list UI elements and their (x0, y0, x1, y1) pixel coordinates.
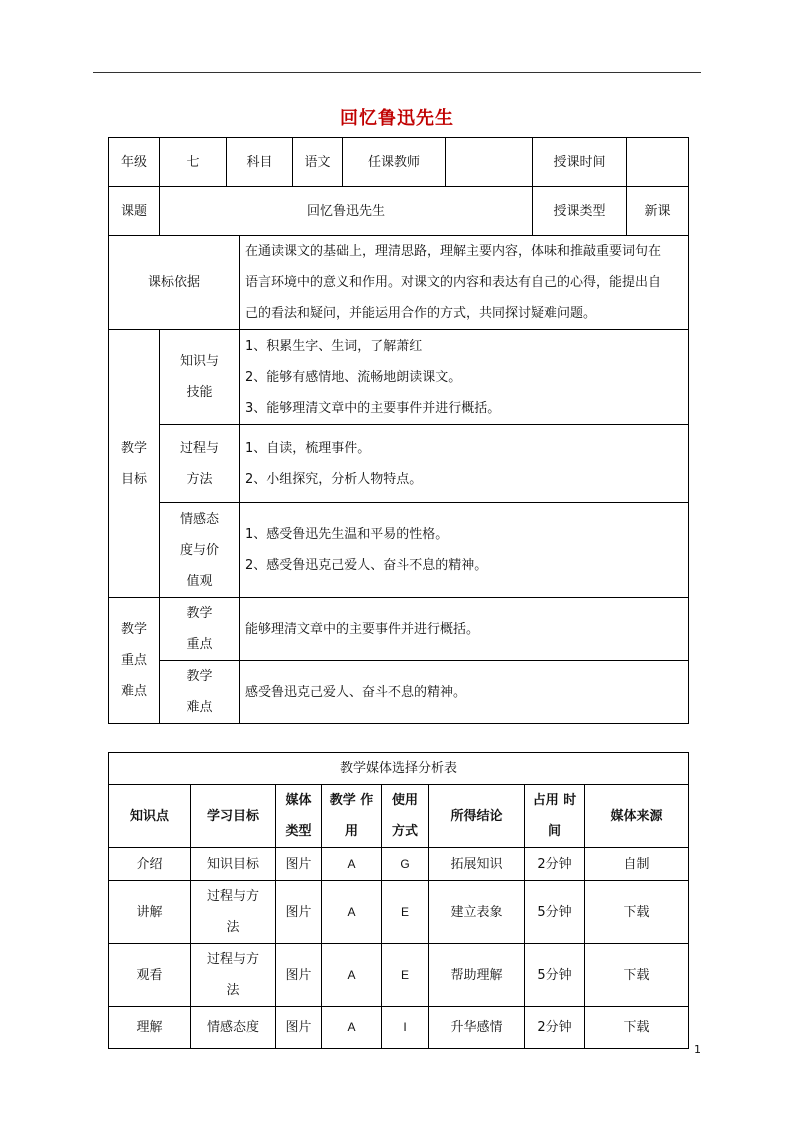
goal-item: 1、积累生字、生词，了解萧红 (245, 338, 423, 354)
cell-role: A (322, 848, 382, 881)
header-time (525, 785, 585, 848)
cell-type: 图片 (276, 1007, 322, 1049)
page-number: 1 (694, 1043, 701, 1056)
header-usage-line: 方式 (391, 824, 418, 839)
cell-conclusion: 拓展知识 (429, 848, 525, 881)
cell-source: 下载 (585, 1007, 689, 1049)
focus-label-line: 教学 (186, 606, 213, 621)
focus-label-line: 重点 (186, 637, 213, 652)
media-analysis-table (108, 752, 689, 1049)
cell-goal (191, 944, 276, 1007)
header-role-line: 教学 作 (329, 793, 374, 808)
teacher-value (446, 138, 533, 187)
difficulty-label-line: 难点 (186, 700, 213, 715)
emotion-label (160, 503, 240, 598)
goal-item: 3、能够理清文章中的主要事件并进行概括。 (245, 400, 501, 416)
header-time-line: 占用 时 (532, 793, 577, 808)
header-conclusion: 所得结论 (429, 785, 525, 848)
standard-line: 在通读课文的基础上，理清思路，理解主要内容，体味和推敲重要词句在 (245, 244, 662, 259)
cell-goal-line: 过程与方 (206, 952, 259, 967)
knowledge-label-line: 知识与 (179, 354, 219, 369)
header-type-line: 类型 (285, 824, 312, 839)
header-time-line: 间 (547, 824, 561, 839)
emotion-label-line: 值观 (186, 573, 213, 589)
cell-source: 下载 (585, 944, 689, 1007)
goals-label-line: 教学 (120, 440, 147, 456)
standard-line: 己的看法和疑问，并能运用合作的方式，共同探讨疑难问题。 (245, 306, 597, 321)
time-label: 授课时间 (533, 138, 627, 187)
teacher-label: 任课教师 (343, 138, 446, 187)
time-value (627, 138, 689, 187)
header-rule (93, 72, 701, 73)
cell-role: A (322, 944, 382, 1007)
goal-item: 1、感受鲁迅先生温和平易的性格。 (245, 527, 449, 542)
knowledge-label (160, 330, 240, 425)
lesson-info-table (108, 137, 689, 724)
cell-point: 理解 (109, 1007, 191, 1049)
key-points-label-line: 难点 (120, 684, 147, 699)
goal-item: 2、能够有感情地、流畅地朗读课文。 (245, 369, 462, 385)
cell-goal-line: 知识目标 (206, 856, 259, 872)
cell-point: 介绍 (109, 848, 191, 881)
cell-time: 5分钟 (525, 944, 585, 1007)
focus-text: 能够理清文章中的主要事件并进行概括。 (240, 598, 689, 661)
focus-label (160, 598, 240, 661)
process-label (160, 425, 240, 503)
header-point: 知识点 (109, 785, 191, 848)
cell-point: 观看 (109, 944, 191, 1007)
cell-conclusion: 帮助理解 (429, 944, 525, 1007)
page-title: 回忆鲁迅先生 (340, 108, 454, 129)
process-items (240, 425, 689, 503)
type-label: 授课类型 (533, 187, 627, 236)
subject-value: 语文 (293, 138, 343, 187)
knowledge-label-line: 技能 (186, 385, 213, 400)
cell-point: 讲解 (109, 881, 191, 944)
header-role-line: 用 (344, 824, 358, 839)
type-value: 新课 (627, 187, 689, 236)
goal-item: 2、感受鲁迅克己爱人、奋斗不息的精神。 (245, 558, 488, 573)
cell-role: A (322, 1007, 382, 1049)
cell-time: 2分钟 (525, 1007, 585, 1049)
cell-conclusion: 升华感情 (429, 1007, 525, 1049)
media-caption: 教学媒体选择分析表 (109, 753, 689, 785)
topic-value: 回忆鲁迅先生 (160, 187, 533, 236)
key-points-label-line: 教学 (120, 622, 147, 637)
standard-line: 语言环境中的意义和作用。对课文的内容和表达有自己的心得，能提出自 (245, 275, 662, 290)
cell-type: 图片 (276, 881, 322, 944)
key-points-label (109, 598, 160, 724)
grade-label: 年级 (109, 138, 160, 187)
table-row (109, 944, 689, 1007)
key-points-label-line: 重点 (120, 653, 147, 668)
cell-goal (191, 1007, 276, 1049)
process-label-line: 过程与 (179, 440, 219, 456)
standard-text (240, 236, 689, 330)
goal-item: 1、自读，梳理事件。 (245, 440, 371, 456)
header-goal: 学习目标 (191, 785, 276, 848)
header-type-line: 媒体 (285, 793, 312, 808)
grade-value: 七 (160, 138, 227, 187)
standard-label: 课标依据 (109, 236, 240, 330)
table-row (109, 1007, 689, 1049)
knowledge-items (240, 330, 689, 425)
cell-goal-line: 法 (226, 983, 240, 998)
difficulty-text: 感受鲁迅克己爱人、奋斗不息的精神。 (240, 661, 689, 724)
cell-type: 图片 (276, 848, 322, 881)
goals-label (109, 330, 160, 598)
cell-type: 图片 (276, 944, 322, 1007)
topic-label: 课题 (109, 187, 160, 236)
cell-time: 5分钟 (525, 881, 585, 944)
cell-time: 2分钟 (525, 848, 585, 881)
table-row (109, 848, 689, 881)
cell-usage: I (382, 1007, 429, 1049)
cell-usage: E (382, 881, 429, 944)
emotion-items (240, 503, 689, 598)
goals-label-line: 目标 (120, 471, 147, 487)
cell-source: 自制 (585, 848, 689, 881)
header-role (322, 785, 382, 848)
emotion-label-line: 情感态 (179, 511, 219, 527)
cell-source: 下载 (585, 881, 689, 944)
cell-goal-line: 法 (226, 920, 240, 935)
goal-item: 2、小组探究，分析人物特点。 (245, 471, 423, 487)
difficulty-label-line: 教学 (186, 669, 213, 684)
cell-goal-line: 情感态度 (206, 1020, 259, 1035)
header-type (276, 785, 322, 848)
cell-role: A (322, 881, 382, 944)
cell-usage: E (382, 944, 429, 1007)
cell-goal (191, 848, 276, 881)
header-usage-line: 使用 (391, 793, 418, 808)
cell-usage: G (382, 848, 429, 881)
process-label-line: 方法 (186, 471, 213, 487)
cell-goal-line: 过程与方 (206, 889, 259, 904)
cell-goal (191, 881, 276, 944)
header-source: 媒体来源 (585, 785, 689, 848)
header-usage (382, 785, 429, 848)
table-row (109, 881, 689, 944)
difficulty-label (160, 661, 240, 724)
subject-label: 科目 (227, 138, 293, 187)
emotion-label-line: 度与价 (179, 542, 219, 558)
cell-conclusion: 建立表象 (429, 881, 525, 944)
